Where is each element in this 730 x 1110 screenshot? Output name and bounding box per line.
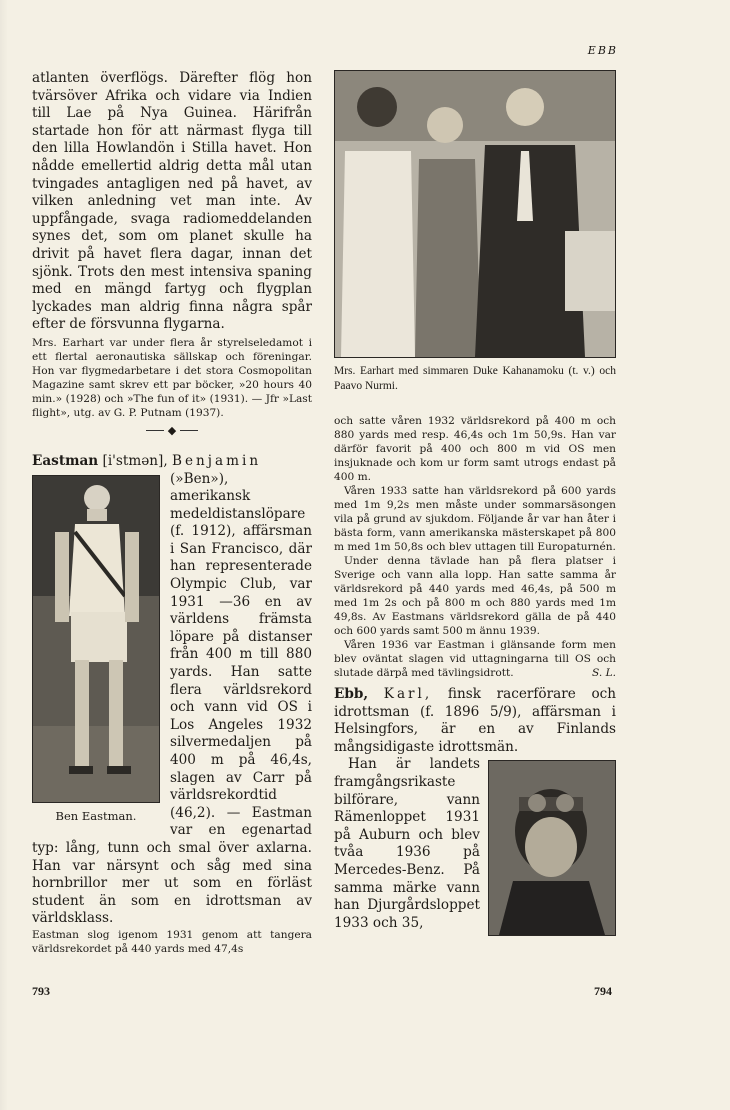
page-number-left: 793 [32,984,50,998]
ebb-entry [334,686,616,756]
earhart-photo-caption: Mrs. Earhart med simmaren Duke Kahanamoku (t. v.) och Paavo Nurmi. [334,365,616,392]
earhart-paragraph: atlanten överflögs. Därefter flög hon tvärsöver Afrika och vidare via Indien till Lae på Nya Guinea. Härifrån startade hon för att närmast flyga till den lilla Howlandön i Stilla havet. Hon nådde emellertid aldrig detta mål utan tvingades antagligen ned på havet, av vilken anledning vet man inte. Av uppfångade, svaga radiomeddelanden synes det, som om planet skulle ha drivit på havet flera dagar, innan det sjönk. Trots den mest intensiva spaning med en mängd fartyg och flygplan lyckades man aldrig finna några spår efter de försvunna flygarna. [32,70,312,333]
eastman-caption: Ben Eastman. [55,808,137,823]
page-number-right: 794 [594,984,612,998]
eastman-1936 [334,638,616,680]
runner-image [33,476,159,802]
eastman-description: (»Ben»), amerikansk medeldistanslöpare (f. 1912), affärsman i San Francisco, där han representerade Olympic Club, var 1931 —36 en av världens främsta löpare på distanser från 400 m till 880 yards. Han satte flera världsrekord och vann vid OS i Los Angeles 1932 silvermedaljen på 400 m på 46,4s, slagen av Carr på världsrekordtid (46,2). — Eastman var en egenartad typ: lång, tunn och smal över axlarna. Han var närsynt och såg med sina hornbrillor mer ut som en förläst student än som en idrottsman av världsklass. [32,470,312,927]
eastman-note: Eastman slog igenom 1931 genom att tangera världsrekordet på 440 yards med 47,4s [32,928,312,955]
divider-ornament-icon: ◆ [167,423,177,437]
eastman-headword: Eastman [32,452,99,469]
group-photo-image [335,71,615,357]
eastman-pronunciation: [i'stmən], [102,452,168,469]
eastman-entry [32,453,312,471]
ebb-intro: finsk racerförare och idrottsman (f. 1896 5/9), affärsman i Helsingfors, är en av Finlands mångsidigaste idrottsmän. [334,686,616,755]
section-divider [32,424,312,437]
driver-portrait-image [489,761,615,935]
running-head: EBB [587,44,618,57]
right-column [334,70,616,938]
eastman-continuation: och satte våren 1932 världsrekord på 400 m och 880 yards med resp. 46,4s och 1m 50,9s. Han var därför favorit på 400 och 800 m vid OS men insjuknade och kom ur form samt utrogs endast på 400 m. [334,415,616,483]
ebb-photo [488,760,616,936]
eastman-tour: Under denna tävlade han på flera platser i Sverige och vann alla lopp. Han satte samma år världsrekord på 440 yards med 46,4s, på 500 m med 1m 2s och på 800 m och 880 yards med 1m 49,8s. Av Eastmans världsrekord gälla de på 440 och 600 yards samt 500 m ännu 1939. [334,555,616,637]
ebb-first-name: Karl, [383,686,433,702]
left-column [32,70,312,956]
eastman-1933: Våren 1933 satte han världsrekord på 600 yards med 1m 9,2s men måste under sommarsäsongen vila på grund av sjukdom. Följande år var han åter i bästa form, vann amerikanska mästerskapet på 800 m med 1m 50,8s och blev uttagen till Europaturnén. [334,485,616,553]
earhart-note: Mrs. Earhart var under flera år styrelseledamot i ett flertal aeronautiska sällskap och föreningar. Hon var flygmedarbetare i det stora Cosmopolitan Magazine samt skrev ett par böcker, »20 hours 40 min.» (1928) och »The fun of it» (1931). — Jfr »Last flight», utg. av G. P. Putnam (1937). [32,336,312,419]
eastman-photo [32,475,160,803]
ebb-paragraph: Han är landets framgångsrikaste bilförare, vann Rämenloppet 1931 på Auburn och blev tvåa 1936 på Mercedes-Benz. På samma märke vann han Djurgårdsloppet 1933 och 35, [334,756,480,931]
eastman-1936-text: Våren 1936 var Eastman i glänsande form men blev oväntat slagen vid uttagningarna till OS och slutade därpå med tävlingsidrott. [334,639,616,679]
ebb-headword: Ebb, [334,686,369,702]
eastman-figure [32,475,160,823]
author-signature: S. L. [591,667,616,679]
eastman-first-name: Benjamin [172,452,262,469]
earhart-photo [334,70,616,358]
